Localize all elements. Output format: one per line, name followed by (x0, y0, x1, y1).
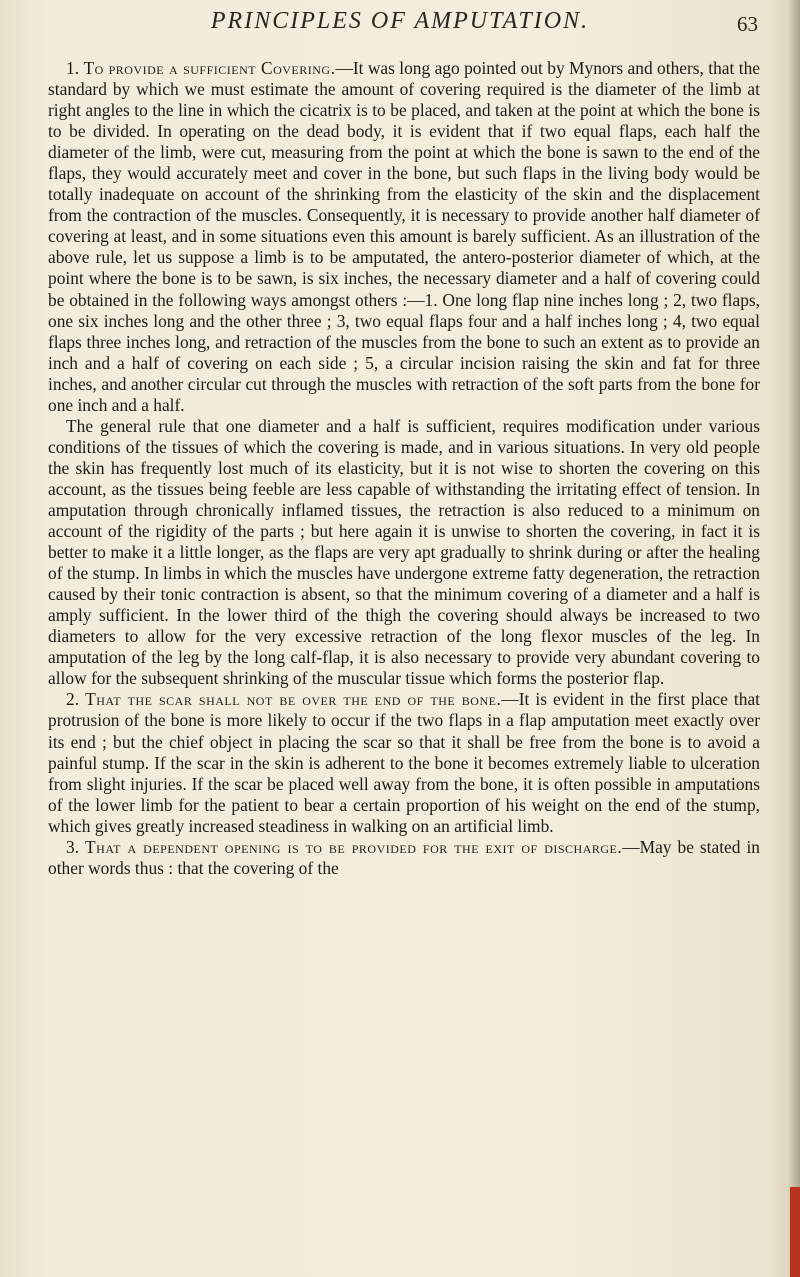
paragraph-number: 2. (66, 689, 80, 710)
paragraph-text: —It was long ago pointed out by Mynors and others, that the standard by which we must estimate the amount of covering required is the diameter of the limb at right angles to the line in which the cicatrix is to be placed, and taken at the point at which the bone is to be divided. In operating on the dead body, it is evident that if two equal flaps, each half the diameter of the limb, were cut, measuring from the point at which the bone is sawn to the end of the flaps, they would accurately meet and cover in the bone, but such flaps in the living body would be totally inadequate on account of the shrinking from the elasticity of the skin and the displacement from the contraction of the muscles. Consequently, it is necessary to provide another half diameter of covering at least, and in some situations even this amount is barely sufficient. As an illustration of the above rule, let us suppose a limb is to be amputated, the antero-posterior diameter of which, at the point where the bone is to be sawn, is six inches, the necessary diameter and a half of covering could be obtained in the following ways amongst others :—1. One long flap nine inches long ; 2, two flaps, one six inches long and the other three ; 3, two equal flaps four and a half inches long ; 4, two equal flaps three inches long, and retraction of the muscles from the bone to such an extent as to provide an inch and a half of covering on each side ; 5, a circular incision raising the skin and fat for three inches, and another circular cut through the muscles with retraction of the soft parts from the bone for one inch and a half. (48, 58, 760, 415)
page-edge-shadow (788, 0, 800, 1277)
paragraph-heading: To provide a sufficient Covering. (83, 58, 336, 78)
binding-edge-mark (790, 1187, 800, 1277)
paragraph-heading: That a dependent opening is to be provided for the exit of discharge. (85, 836, 623, 857)
paragraph-heading: That the scar shall not be over the end of the bone. (85, 689, 502, 710)
paragraph-4 (48, 837, 760, 879)
paragraph-number: 3. (66, 836, 80, 857)
paragraph-2 (48, 416, 760, 690)
page-header (0, 6, 800, 46)
body-text (48, 58, 760, 879)
paragraph-text: —It is evident in the first place that protrusion of the bone is more likely to occur if the two flaps in a flap amputation meet exactly over its end ; but the chief object in placing the scar so that it shall be free from the bone is to avoid a painful stump. If the scar in the skin is adherent to the bone it becomes extremely liable to ulceration from slight injuries. If the scar be placed well away from the bone, it is often possible in amputations of the lower limb for the patient to bear a certain proportion of his weight on the end of the stump, which gives greatly increased steadiness in walking on an artificial limb. (48, 689, 760, 836)
running-title: PRINCIPLES OF AMPUTATION. (210, 8, 590, 34)
paragraph-1 (48, 58, 760, 416)
paragraph-text: —May be stated in other words thus : that the covering of the (48, 836, 760, 878)
paragraph-number: 1. (66, 58, 80, 78)
paragraph-3 (48, 689, 760, 836)
paragraph-text: The general rule that one diameter and a half is sufficient, requires modification under various conditions of the tissues of which the covering is made, and in various situations. In very old people the skin has frequently lost much of its elasticity, but it is not wise to shorten the covering on this account, as the tissues being feeble are less capable of withstanding the irritating effect of tension. In amputation through chronically inflamed tissues, the retraction is also reduced to a minimum on account of the rigidity of the parts ; but here again it is unwise to shorten the covering, in fact it is better to make it a little longer, as the flaps are very apt gradually to shrink during or after the healing of the stump. In limbs in which the muscles have undergone extreme fatty degeneration, the retraction caused by their tonic contraction is absent, so that the minimum covering of a diameter and a half is amply sufficient. In the lower third of the thigh the covering should always be increased to two diameters to allow for the very excessive retraction of the long flexor muscles of the leg. In amputation of the leg by the long calf-flap, it is also necessary to provide very abundant covering to allow for the subsequent shrinking of the muscular tissue which forms the posterior flap. (48, 415, 760, 689)
page-number: 63 (737, 12, 758, 36)
